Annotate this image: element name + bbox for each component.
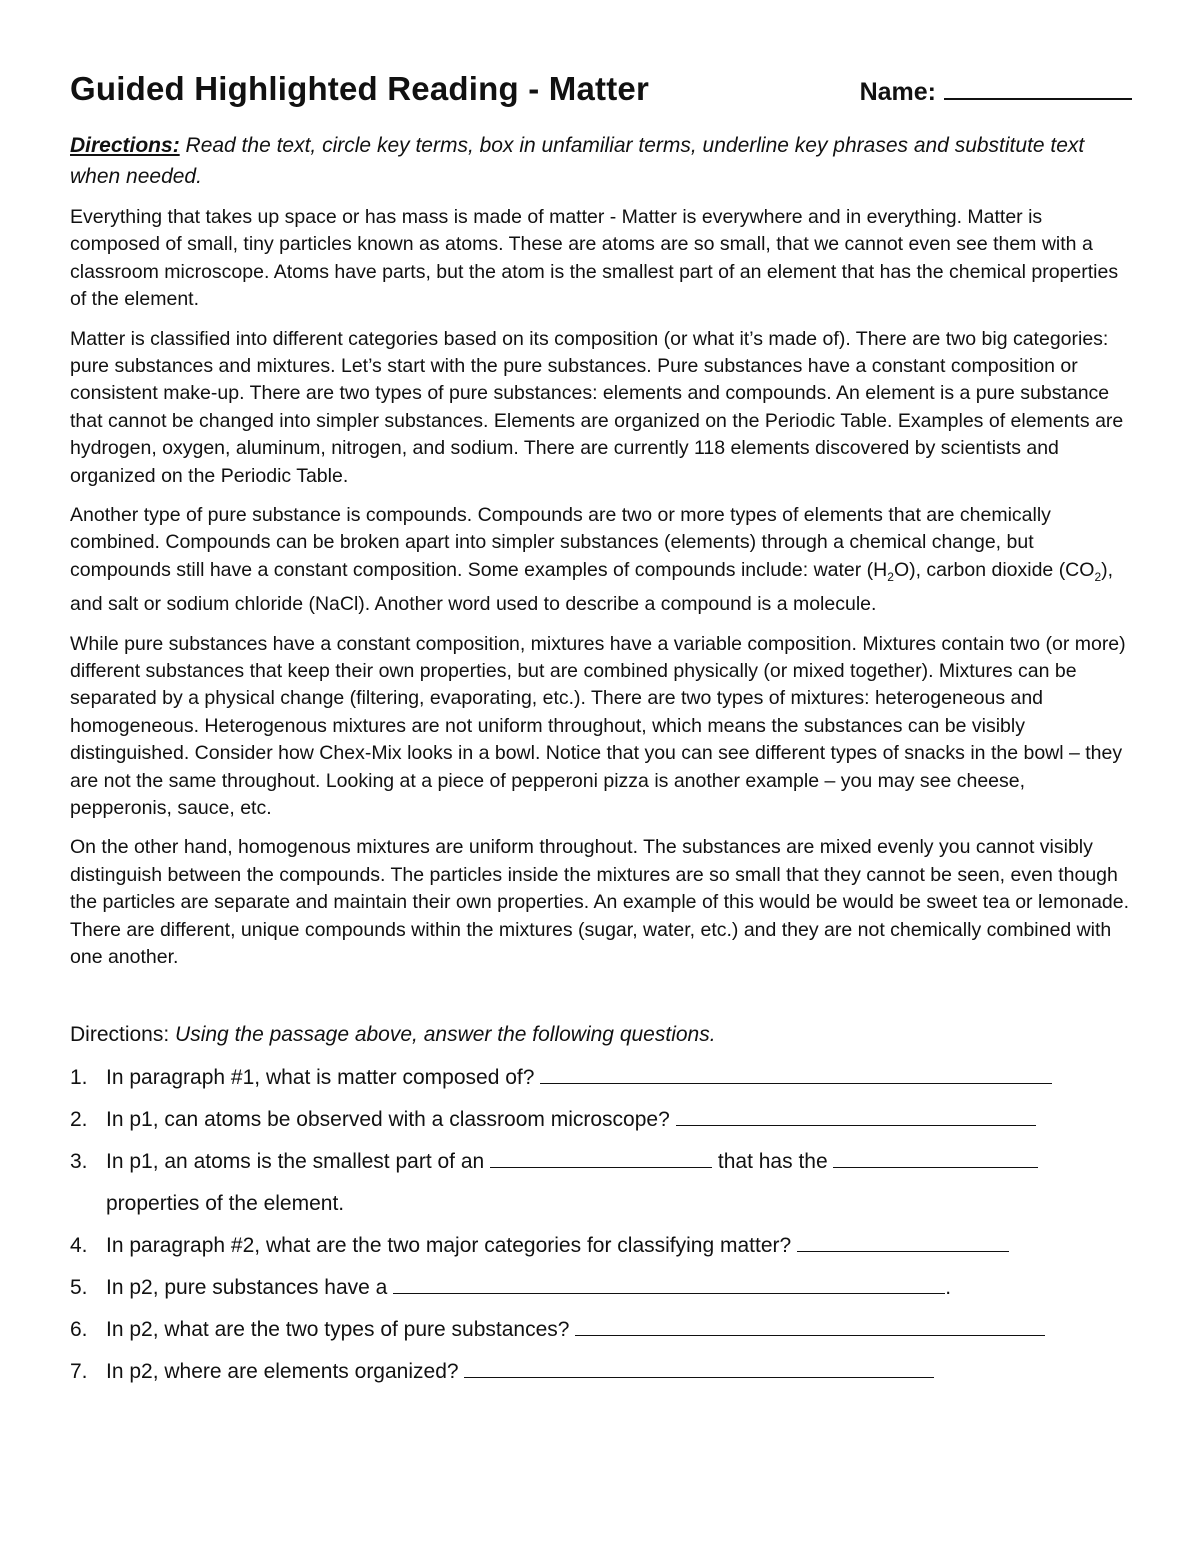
directions-text: Read the text, circle key terms, box in unfamiliar terms, underline key phrases and substitute text when needed. — [70, 134, 1085, 188]
question-number: 5. — [70, 1276, 88, 1300]
question-7 — [70, 1351, 1132, 1393]
question-number: 6. — [70, 1318, 88, 1342]
paragraph-3-part-a: Another type of pure substance is compounds. Compounds are two or more types of elements that are chemically combined. Compounds can be broken apart into simpler substances (elements) through a chemical change, but compounds still have a constant composition. Some examples of compounds include: water (H — [70, 504, 1051, 581]
worksheet-page — [70, 70, 1132, 1393]
answer-blank[interactable] — [393, 1275, 945, 1294]
co2-subscript: 2 — [1094, 569, 1102, 584]
question-text: In p1, can atoms be observed with a classroom microscope? — [106, 1108, 670, 1132]
name-label: Name: — [859, 78, 936, 106]
questions-directions — [70, 1023, 1132, 1047]
question-text: In p1, an atoms is the smallest part of an — [106, 1150, 485, 1174]
question-end: . — [945, 1276, 952, 1300]
answer-blank[interactable] — [797, 1233, 1009, 1252]
answer-blank[interactable] — [676, 1107, 1036, 1126]
question-text: In paragraph #1, what is matter composed of? — [106, 1066, 535, 1090]
questions-directions-colon: : — [163, 1023, 176, 1047]
question-text: In p2, what are the two types of pure substances? — [106, 1318, 570, 1342]
answer-blank[interactable] — [833, 1149, 1038, 1168]
question-text-mid: that has the — [717, 1150, 828, 1174]
question-4 — [70, 1225, 1132, 1267]
paragraph-3 — [70, 502, 1132, 619]
question-number: 2. — [70, 1108, 88, 1132]
question-text: In paragraph #2, what are the two major categories for classifying matter? — [106, 1234, 792, 1258]
water-subscript: 2 — [887, 569, 894, 584]
name-field — [860, 76, 1132, 107]
questions-directions-text: Using the passage above, answer the following questions. — [175, 1023, 716, 1047]
paragraph-2: Matter is classified into different categories based on its composition (or what it’s made of). There are two big categories: pure substances and mixtures. Let’s start with the pure substances. Pure substances have a constant composition or consistent make-up. There are two types of pure substances: elements and compounds. An element is a pure substance that cannot be changed into simpler substances. Elements are organized on the Periodic Table. Examples of elements are hydrogen, oxygen, aluminum, nitrogen, and sodium. There are currently 118 elements discovered by scientists and organized on the Periodic Table. — [70, 327, 1124, 487]
question-1 — [70, 1057, 1132, 1099]
question-text: In p2, pure substances have a — [106, 1276, 388, 1300]
question-text-end: properties of the element. — [106, 1192, 345, 1216]
question-6 — [70, 1309, 1132, 1351]
question-2 — [70, 1099, 1132, 1141]
answer-blank[interactable] — [575, 1317, 1045, 1336]
paragraph-3-part-b: O), carbon dioxide (CO — [893, 558, 1095, 581]
question-text: In p2, where are elements organized? — [106, 1360, 459, 1384]
header — [70, 70, 1132, 108]
question-number: 1. — [70, 1066, 88, 1090]
question-5 — [70, 1267, 1132, 1309]
paragraph-3-part-c: ), and salt or sodium chloride (NaCl). Another word used to describe a compound is a molecule. — [70, 558, 1114, 616]
directions-lead: Directions: — [70, 134, 180, 157]
question-3-continued — [70, 1183, 1132, 1225]
question-number: 4. — [70, 1234, 88, 1258]
answer-blank[interactable] — [540, 1065, 1052, 1084]
directions — [70, 130, 1132, 192]
questions-directions-lead: Directions — [70, 1023, 164, 1047]
name-blank[interactable] — [944, 76, 1132, 100]
paragraph-5: On the other hand, homogenous mixtures are uniform throughout. The substances are mixed evenly you cannot visibly distinguish between the compounds. The particles inside the mixtures are so small that they cannot be seen, even though the particles are separate and maintain their own properties. An example of this would be would be sweet tea or lemonade. There are different, unique compounds within the mixtures (sugar, water, etc.) and they are not chemically combined with one another. — [70, 836, 1130, 969]
question-list — [70, 1057, 1132, 1393]
page-title: Guided Highlighted Reading - Matter — [70, 70, 649, 107]
answer-blank[interactable] — [464, 1359, 934, 1378]
paragraph-1: Everything that takes up space or has mass is made of matter - Matter is everywhere and in everything. Matter is composed of small, tiny particles known as atoms. These are atoms are so small, that we cannot even see them with a classroom microscope. Atoms have parts, but the atom is the smallest part of an element that has the chemical properties of the element. — [70, 206, 1119, 311]
paragraph-4: While pure substances have a constant composition, mixtures have a variable composition. Mixtures contain two (or more) different substances that keep their own properties, but are combined physically (or mixed together). Mixtures can be separated by a physical change (filtering, evaporating, etc.). There are two types of mixtures: heterogeneous and homogeneous. Heterogenous mixtures are not uniform throughout, which means the substances can be visibly distinguished. Consider how Chex-Mix looks in a bowl. Notice that you can see different types of snacks in the bowl – they are not the same throughout. Looking at a piece of pepperoni pizza is another example – you may see cheese, pepperonis, sauce, etc. — [70, 632, 1126, 820]
question-number: 3. — [70, 1150, 88, 1174]
question-3 — [70, 1141, 1132, 1183]
question-number: 7. — [70, 1360, 88, 1384]
answer-blank[interactable] — [490, 1149, 712, 1168]
